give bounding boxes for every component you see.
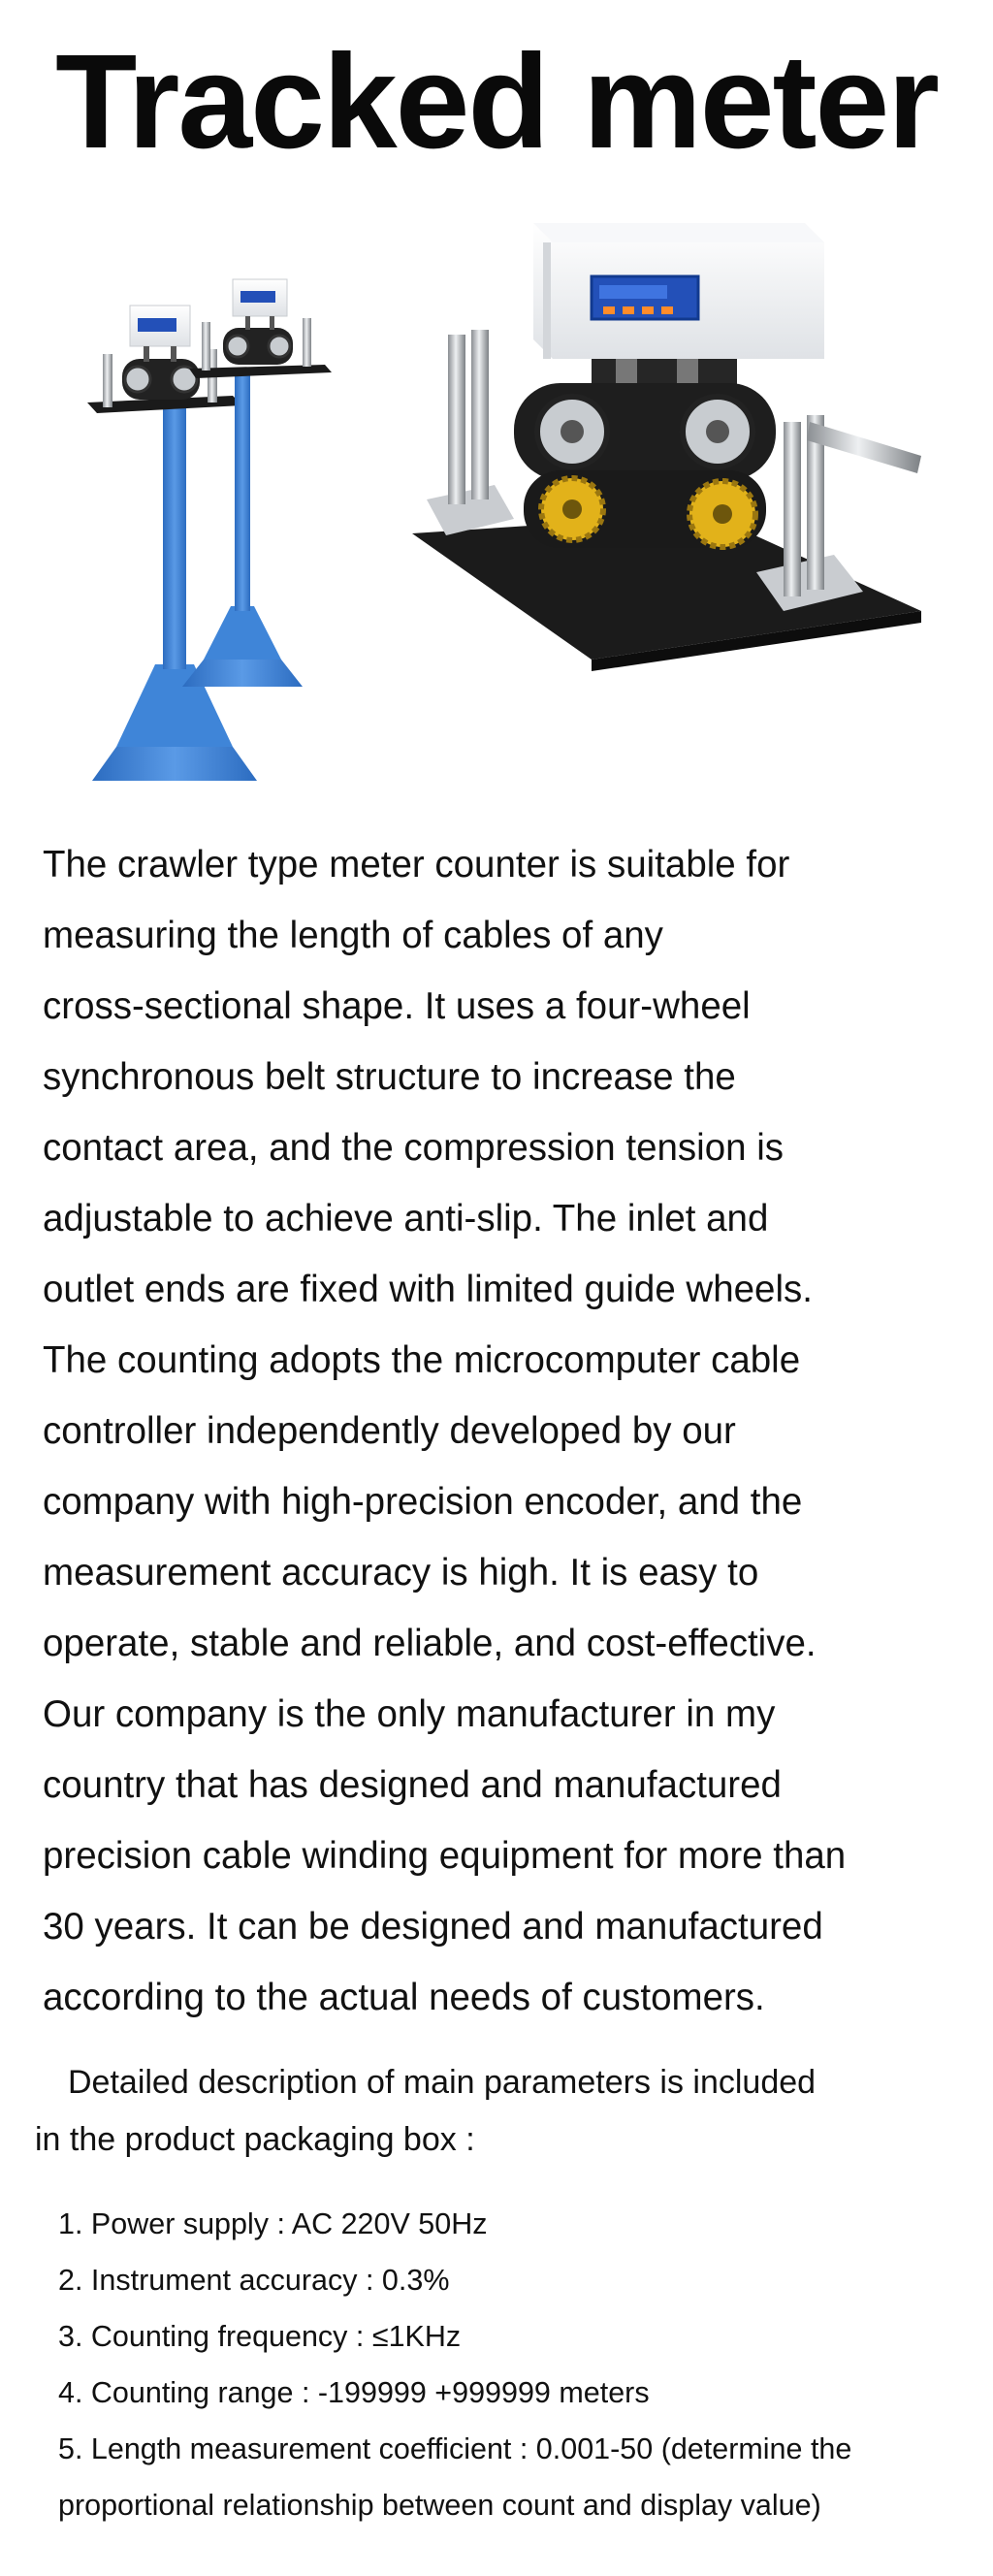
- product-description: [43, 829, 974, 2033]
- parameters-intro: [35, 2054, 985, 2169]
- description-line: controller independently developed by our: [43, 1410, 736, 1452]
- page-title: Tracked meter: [55, 27, 938, 177]
- description-line: country that has designed and manufactured: [43, 1764, 782, 1806]
- description-line: cross-sectional shape. It uses a four-wheel: [43, 985, 751, 1027]
- intro-line: Detailed description of main parameters is included: [68, 2064, 817, 2101]
- parameter-item: 5. Length measurement coefficient : 0.001-50 (determine the: [58, 2432, 852, 2465]
- parameter-item: 2. Instrument accuracy : 0.3%: [58, 2264, 450, 2297]
- parameter-item: 3. Counting frequency : ≤1KHz: [58, 2320, 462, 2353]
- description-line: measurement accuracy is high. It is easy to: [43, 1552, 759, 1594]
- description-line: according to the actual needs of customers.: [43, 1977, 765, 2018]
- parameters-list: [58, 2196, 979, 2533]
- description-line: outlet ends are fixed with limited guide wheels.: [43, 1269, 813, 1310]
- stand-unit-right: [182, 279, 332, 687]
- description-line: company with high-precision encoder, and the: [43, 1481, 803, 1523]
- description-line: 30 years. It can be designed and manufactured: [43, 1906, 823, 1948]
- description-line: precision cable winding equipment for more than: [43, 1835, 847, 1877]
- parameter-item: 4. Counting range : -199999 +999999 meters: [58, 2376, 650, 2409]
- closeup-unit: [412, 223, 921, 671]
- description-line: The crawler type meter counter is suitable for: [43, 844, 790, 886]
- description-line: operate, stable and reliable, and cost-effective.: [43, 1623, 817, 1664]
- description-line: adjustable to achieve anti-slip. The inlet and: [43, 1198, 769, 1240]
- description-line: measuring the length of cables of any: [43, 915, 663, 956]
- description-line: contact area, and the compression tension is: [43, 1127, 785, 1169]
- description-line: The counting adopts the microcomputer cable: [43, 1339, 801, 1381]
- parameter-item-continued: proportional relationship between count and display value): [58, 2489, 821, 2522]
- stand-unit-left: [87, 306, 257, 781]
- parameter-item: 1. Power supply : AC 220V 50Hz: [58, 2207, 488, 2240]
- intro-line: in the product packaging box :: [35, 2121, 475, 2158]
- product-image: [87, 223, 921, 805]
- description-line: Our company is the only manufacturer in my: [43, 1693, 776, 1735]
- description-line: synchronous belt structure to increase the: [43, 1056, 736, 1098]
